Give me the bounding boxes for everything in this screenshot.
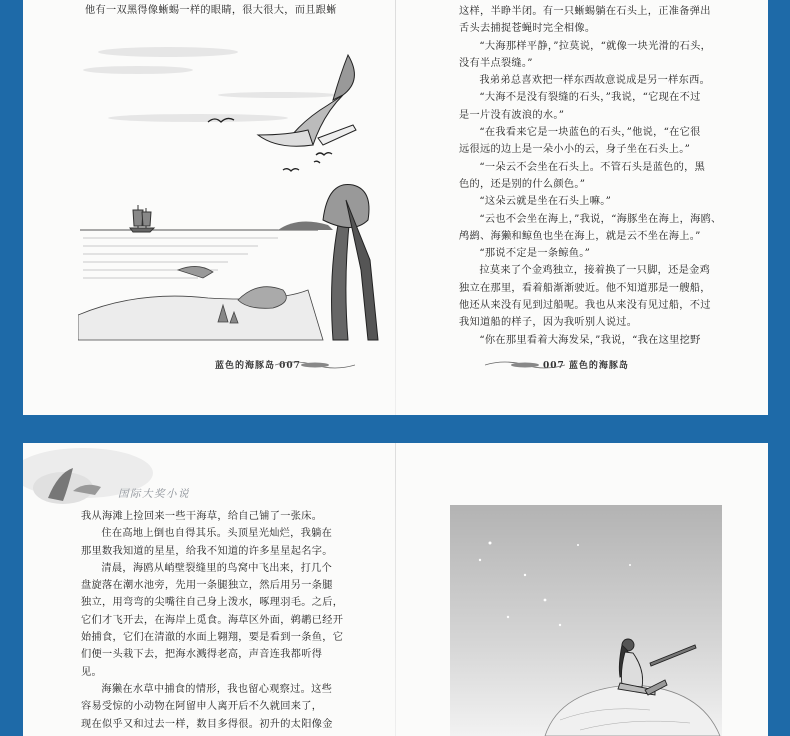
- book-spread-top: [23, 0, 768, 415]
- text-line: 远很远的边上是一朵小小的云，身子坐在石头上。”: [459, 144, 691, 156]
- text-line: “大海不是没有裂缝的石头，”我说，“它现在不过: [479, 92, 701, 104]
- seaside-birds-illustration: [78, 40, 388, 345]
- text-line: 没有半点裂缝。”: [459, 57, 533, 69]
- text-line: “一朵云不会坐在石头上。不管石头是蓝色的，黑: [479, 161, 706, 173]
- page-gutter: [395, 0, 396, 415]
- shore-rocks: [78, 266, 323, 340]
- text-line: 独立在那里，看着船渐渐驶近。他不知道那是一艘船，: [459, 282, 711, 294]
- text-line: 那里数我知道的星星，给我不知道的许多星星起名字。: [81, 545, 333, 557]
- text-line: “这朵云就是坐在石头上嘛。”: [479, 196, 612, 208]
- large-gull: [258, 55, 356, 146]
- text-line: 海獭在水草中捕食的情形，我也留心观察过。这些: [101, 683, 333, 695]
- header-cloud-ornament: [23, 443, 203, 518]
- text-line: 现在似乎又和过去一样，数目多得很。初升的太阳像金: [81, 718, 333, 730]
- text-line: 它们才飞开去，在海岸上觅食。海草区外面，鹈鹕已经开: [81, 614, 344, 626]
- right-page-footer: 007 蓝色的海豚岛: [543, 361, 629, 371]
- series-title: 国际大奖小说: [118, 488, 190, 500]
- night-sky-girl-illustration: [450, 505, 722, 736]
- sea-hatching: [83, 238, 278, 278]
- text-line: “大海那样平静，”拉莫说，“就像一块光滑的石头，: [479, 40, 712, 52]
- text-line: 色的，还是别的什么颜色。”: [459, 178, 586, 190]
- text-line: “那说不定是一条鲸鱼。”: [479, 248, 591, 260]
- text-line: 他还从来没有见到过船呢。我也从来没有见过船，不过: [459, 300, 711, 312]
- text-line: 们便一头栽下去，把海水溅得老高，声音连我都听得: [81, 649, 323, 661]
- distant-island: [278, 221, 333, 230]
- text-line: “云也不会坐在海上，”我说，“海豚坐在海上，海鸥、: [479, 213, 722, 225]
- sailing-ship: [130, 205, 154, 232]
- text-line: 我从海滩上捡回来一些干海草，给自己铺了一张床。: [81, 511, 323, 522]
- text-line: 拉莫来了个金鸡独立，接着换了一只脚，还是金鸡: [479, 265, 711, 277]
- text-line: 是一片没有波浪的水。”: [459, 109, 565, 121]
- text-line: 这样，半睁半闭。有一只蜥蜴躺在石头上，正准备弹出: [459, 6, 711, 17]
- text-line: 容易受惊的小动物在阿留申人离开后不久就回来了，: [81, 701, 323, 713]
- right-page-body: [459, 3, 755, 349]
- left-page-footer: 蓝色的海豚岛 007: [215, 361, 301, 371]
- text-line: 独立，用弯弯的尖嘴往自己身上泼水，啄理羽毛。之后，: [81, 597, 344, 609]
- text-line: 舌头去捕捉苍蝇时完全相像。: [459, 23, 596, 35]
- footer-ornament-left: [275, 359, 355, 371]
- bottom-left-page-body: [81, 508, 387, 733]
- text-line: 清晨，海鸥从峭壁裂缝里的鸟窝中飞出来，打几个: [101, 562, 333, 574]
- text-line: 鸬鹚、海獭和鲸鱼也坐在海上，就是云不坐在海上。”: [459, 230, 701, 242]
- text-line: 盘旋落在潮水池旁，先用一条腿独立，然后用另一条腿: [81, 580, 333, 592]
- text-line: 见。: [81, 666, 102, 678]
- left-page-top-line: 他有一双黑得像蜥蜴一样的眼睛，很大很大，而且跟蜥: [85, 5, 337, 16]
- cloud-wisps: [83, 47, 338, 122]
- text-line: 我知道船的样子，因为我听别人说过。: [459, 317, 638, 329]
- text-line: 我弟弟总喜欢把一样东西故意说成是另一样东西。: [479, 75, 711, 87]
- coastal-tree: [323, 184, 378, 340]
- book-spread-bottom: [23, 443, 768, 736]
- text-line: “在我看来它是一块蓝色的石头，”他说，“在它很: [479, 127, 701, 139]
- page-gutter: [395, 443, 396, 736]
- text-line: “你在那里看着大海发呆，”我说，“我在这里挖野: [479, 334, 701, 346]
- text-line: 始捕食，它们在清澈的水面上翱翔，要是看到一条鱼，它: [81, 632, 344, 644]
- text-line: 住在高地上倒也自得其乐。头顶星光灿烂，我躺在: [101, 528, 333, 540]
